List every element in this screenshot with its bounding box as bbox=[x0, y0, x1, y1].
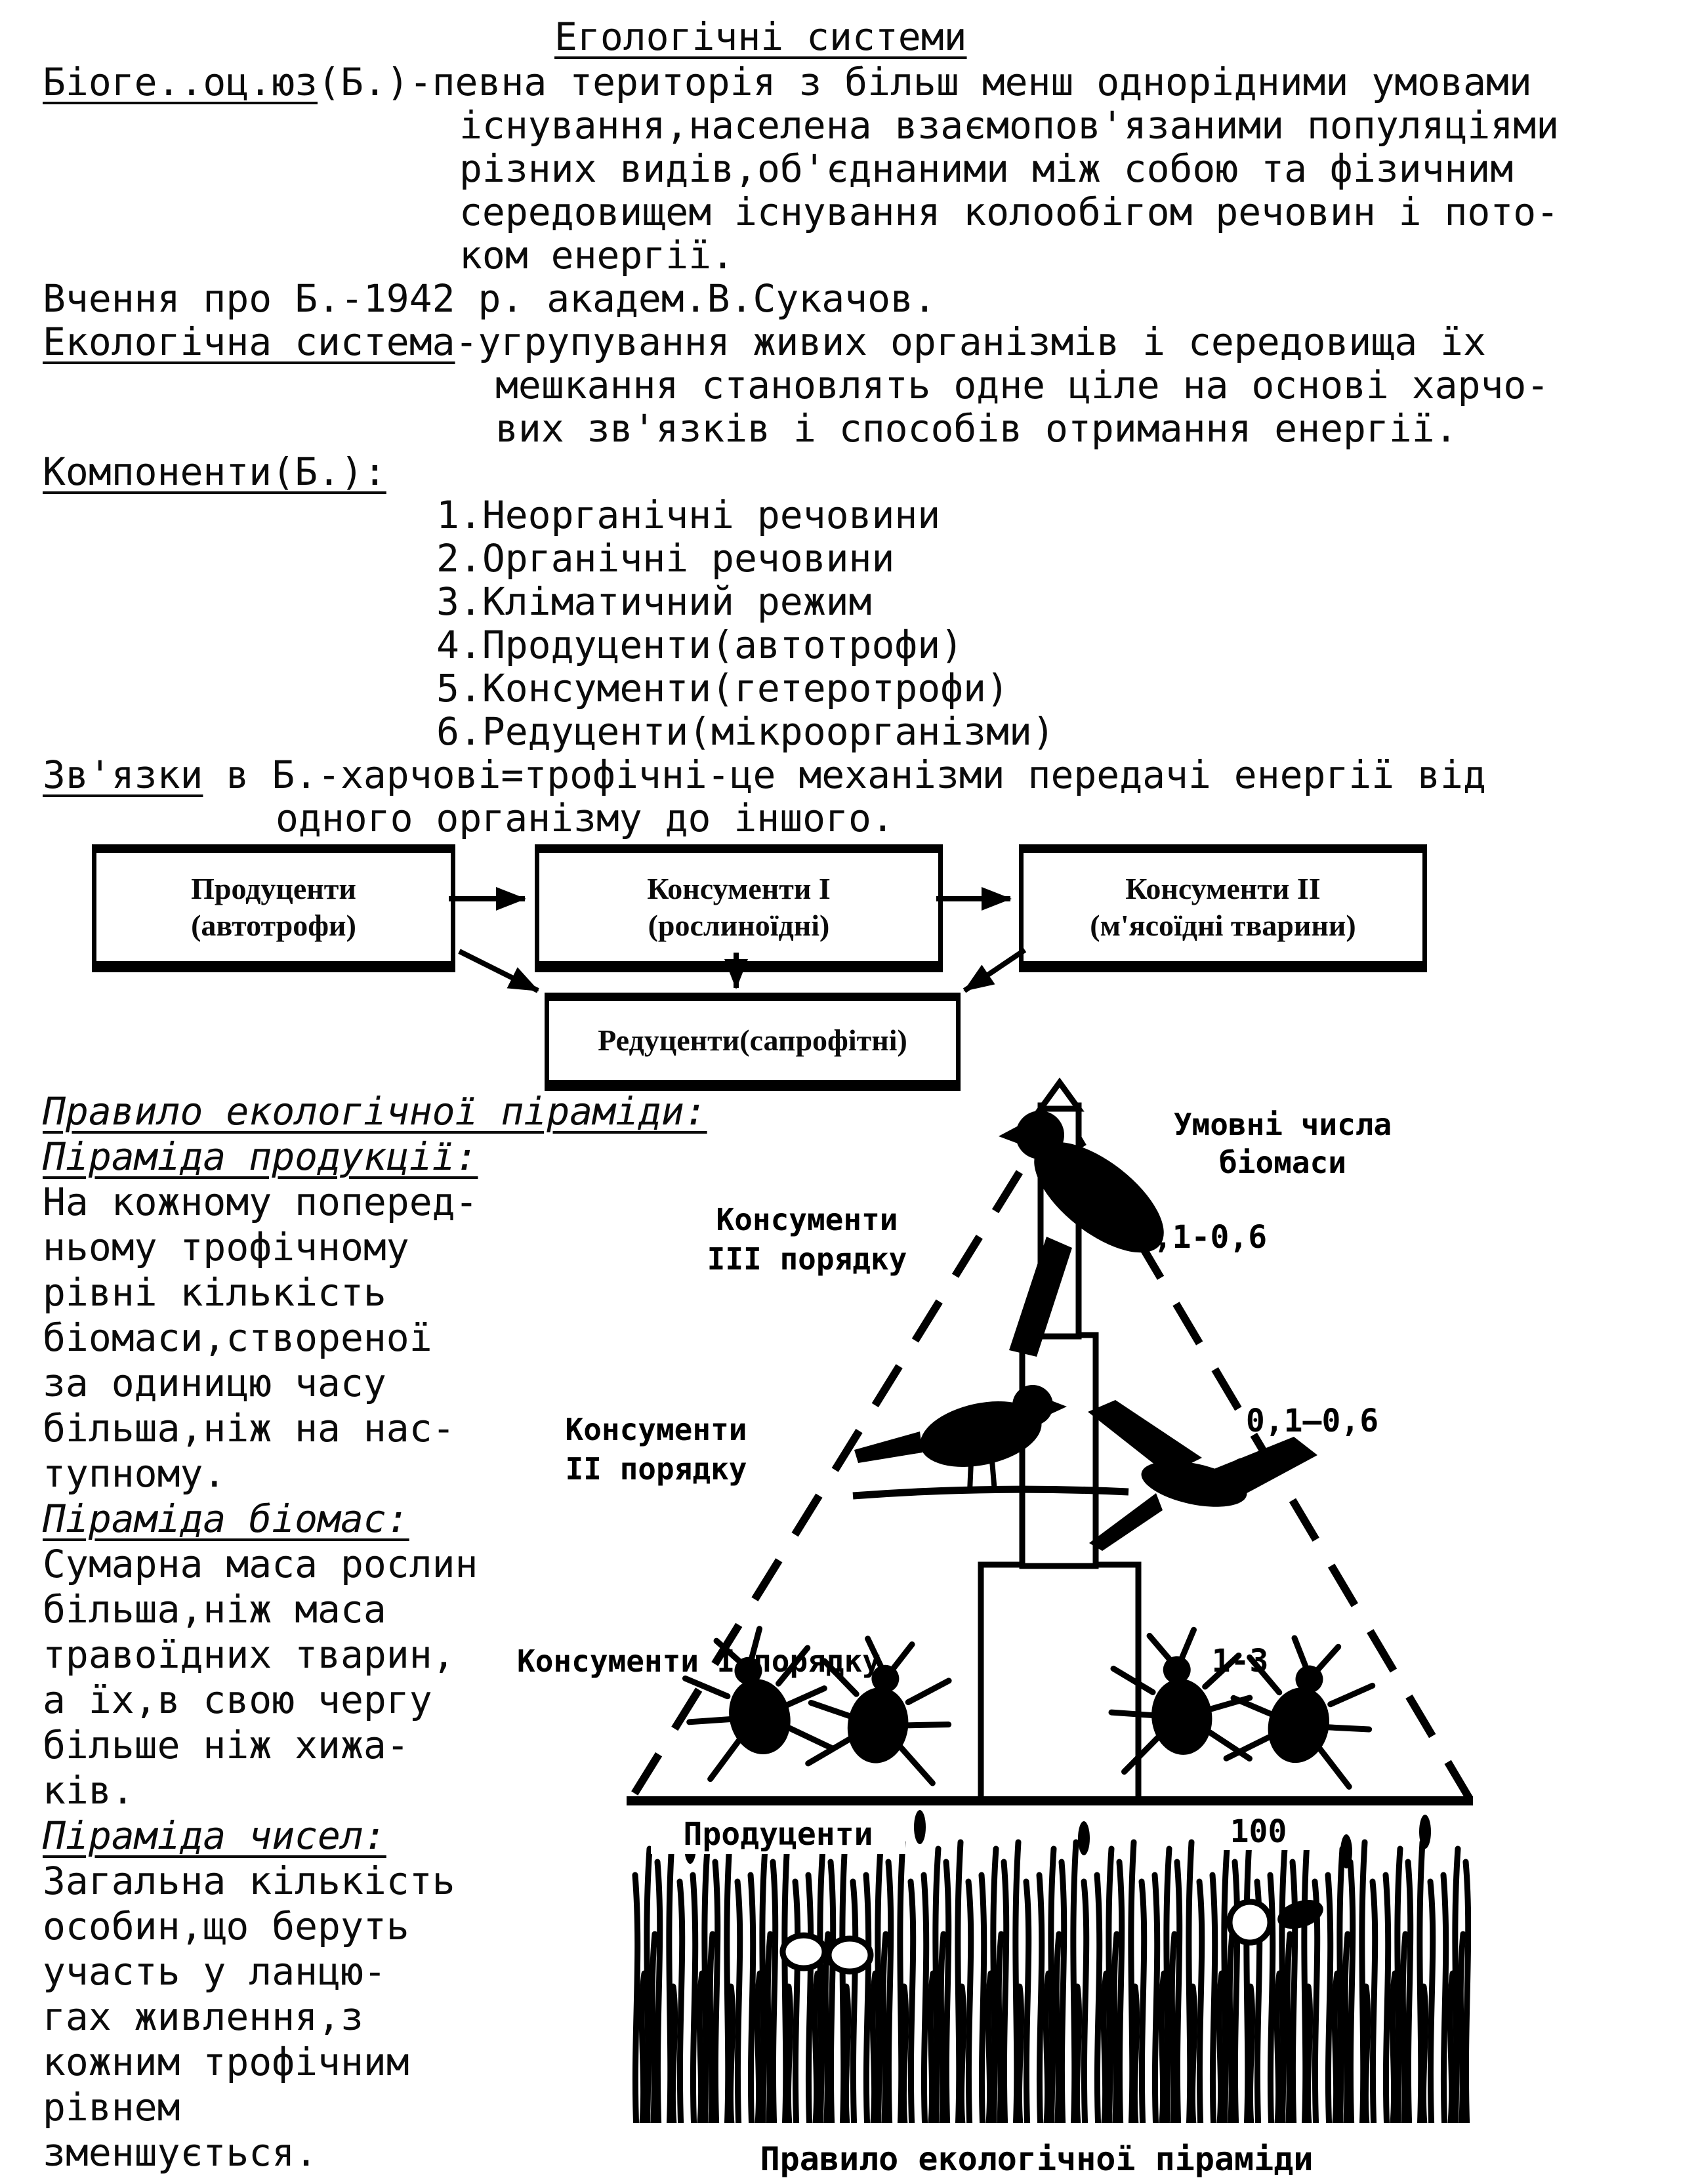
level0-label: Продуценти bbox=[683, 1816, 873, 1853]
level1-value: 1-3 bbox=[1211, 1643, 1269, 1679]
ecological-pyramid-figure bbox=[459, 1069, 1614, 2184]
level3-value: 0,1-0,6 bbox=[1134, 1219, 1268, 1256]
rule-production-title: Піраміда продукції: bbox=[43, 1134, 478, 1179]
flow-box-consumers1-subtitle: (рослиноїдні) bbox=[648, 908, 830, 942]
term-ecosystem: Екологічна система bbox=[43, 319, 455, 364]
rule-production-line: тупному. bbox=[43, 1451, 226, 1496]
term-links: Зв'язки bbox=[43, 752, 203, 797]
definition-biogeocenosis-line2: існування,населена взаємопов'язаними популяціями bbox=[459, 103, 1560, 148]
definition-ecosystem-line2: мешкання становлять одне ціле на основі харчо- bbox=[495, 363, 1550, 407]
figure-caption: Правило екологічної піраміди bbox=[760, 2140, 1314, 2178]
flow-box-consumers2-subtitle: (м'ясоїдні тварини) bbox=[1090, 908, 1356, 942]
definition-biogeocenosis-line5: ком енергії. bbox=[459, 233, 735, 278]
pedestal-middle bbox=[1022, 1335, 1096, 1566]
components-item: 2.Органічні речовини bbox=[436, 536, 895, 581]
teaching-line: Вчення про Б.-1942 р. академ.В.Сукачов. bbox=[43, 276, 936, 321]
links-line2: одного організму до іншого. bbox=[276, 796, 894, 840]
rule-biomass-line: Сумарна маса рослин bbox=[43, 1542, 478, 1586]
definition-ecosystem-line1: Екологічна система-угрупування живих організмів і середовища їх bbox=[43, 319, 1486, 364]
term-biogeocenosis: Біоге..оц.юз bbox=[43, 60, 318, 104]
level3-label-line1: Консументи bbox=[716, 1202, 898, 1237]
page-title-text: Егологічні системи bbox=[554, 14, 967, 59]
pedestal-lower bbox=[981, 1565, 1138, 1801]
rule-biomass-title: Піраміда біомас: bbox=[43, 1496, 409, 1541]
components-item: 1.Неорганічні речовини bbox=[436, 493, 941, 537]
arrow-producers-to-reducers bbox=[459, 951, 538, 991]
pedestal-post-cap bbox=[1041, 1082, 1079, 1109]
rule-numbers-line: кожним трофічним bbox=[43, 2040, 409, 2084]
level2-label-line2: II порядку bbox=[565, 1451, 747, 1487]
rule-production-line: за одиницю часу bbox=[43, 1361, 386, 1405]
rule-numbers-line: Загальна кількість bbox=[43, 1859, 455, 1903]
level2-value: 0,1—0,6 bbox=[1245, 1403, 1379, 1439]
definition-ecosystem-line3: вих зв'язків і способів отримання енергії. bbox=[495, 406, 1458, 451]
rule-numbers-line: особин,що беруть bbox=[43, 1904, 409, 1948]
level2-label-line1: Консументи bbox=[565, 1412, 747, 1447]
level0-value: 100 bbox=[1230, 1813, 1287, 1850]
level1-label: Консументи I порядку bbox=[517, 1643, 880, 1679]
flow-box-consumers2-title: Консументи II bbox=[1125, 871, 1321, 905]
rule-biomass-line: ків. bbox=[43, 1768, 135, 1813]
flow-box-reducers-title: Редуценти(сапрофітні) bbox=[598, 1023, 907, 1057]
components-heading bbox=[43, 450, 1657, 493]
rule-production-line: більша,ніж на нас- bbox=[43, 1406, 455, 1451]
rule-biomass-line: більша,ніж маса bbox=[43, 1587, 386, 1632]
components-item: 5.Консументи(гетеротрофи) bbox=[436, 666, 1009, 711]
rule-biomass-line: травоїдних тварин, bbox=[43, 1632, 455, 1677]
legend-title-line2: біомаси bbox=[1219, 1145, 1346, 1180]
main-text-block bbox=[43, 60, 1657, 840]
definition-biogeocenosis-line4: середовищем існування колообігом речовин і пото- bbox=[459, 190, 1560, 234]
rules-heading: Правило екологічної піраміди: bbox=[43, 1089, 707, 1134]
legend-title-line1: Умовні числа bbox=[1173, 1107, 1392, 1142]
rule-production-line: рівні кількість bbox=[43, 1270, 386, 1315]
definition-biogeocenosis-line1: Біоге..оц.юз(Б.)-певна територія з більш менш однорідними умовами bbox=[43, 60, 1532, 104]
rule-production-line: ньому трофічному bbox=[43, 1225, 409, 1269]
rule-production-line: На кожному поперед- bbox=[43, 1180, 478, 1224]
arrow-consumers2-to-reducers bbox=[964, 950, 1025, 991]
rule-biomass-line: а їх,в свою чергу bbox=[43, 1678, 432, 1722]
flow-box-consumers1-title: Консументи I bbox=[647, 871, 831, 905]
rule-biomass-line: більше ніж хижа- bbox=[43, 1723, 409, 1767]
components-item: 6.Редуценти(мікроорганізми) bbox=[436, 709, 1055, 754]
rule-production-line: біомаси,створеної bbox=[43, 1315, 432, 1360]
level3-label-line2: III порядку bbox=[707, 1241, 907, 1277]
rule-numbers-line: рівнем bbox=[43, 2085, 180, 2130]
flow-box-producers-subtitle: (автотрофи) bbox=[191, 908, 356, 942]
flow-arrows bbox=[0, 833, 1698, 1109]
links-line1: Зв'язки в Б.-харчові=трофічні-це механізми передачі енергії від bbox=[43, 752, 1486, 797]
term-components: Компоненти(Б.): bbox=[43, 449, 386, 494]
rule-numbers-line: гах живлення,з bbox=[43, 1994, 363, 2039]
flow-box-producers-title: Продуценти bbox=[191, 871, 356, 905]
definition-biogeocenosis-line3: різних видів,об'єднаними між собою та фізичним bbox=[459, 146, 1514, 191]
components-item: 3.Кліматичний режим bbox=[436, 579, 872, 624]
rule-numbers-line: зменшується. bbox=[43, 2130, 318, 2175]
components-item: 4.Продуценти(автотрофи) bbox=[436, 623, 964, 667]
rule-numbers-title: Піраміда чисел: bbox=[43, 1813, 386, 1858]
rule-numbers-line: участь у ланцю- bbox=[43, 1949, 386, 1994]
page-title bbox=[554, 14, 967, 59]
